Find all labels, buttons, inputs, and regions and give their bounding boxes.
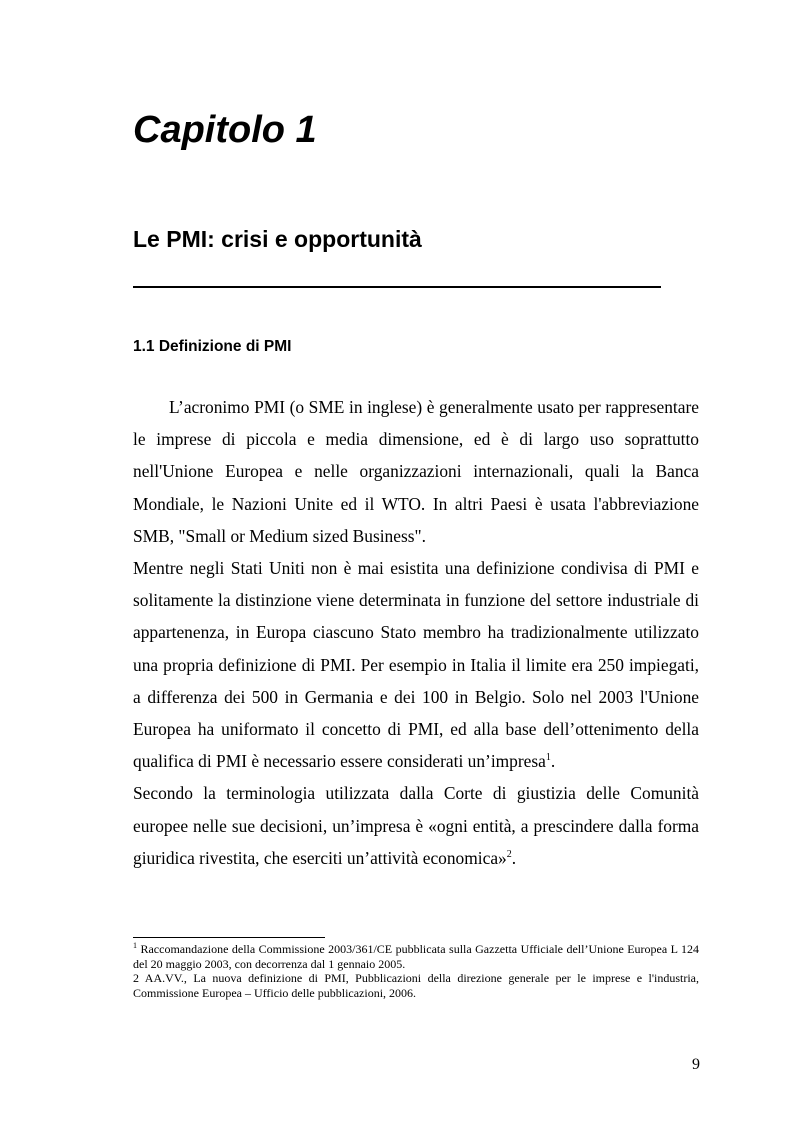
paragraph-2-end: .: [550, 751, 556, 772]
footnotes: [133, 942, 699, 1000]
section-title: Le PMI: crisi e opportunità: [133, 226, 422, 252]
paragraph-2: [133, 552, 699, 777]
chapter-title: Capitolo 1: [133, 109, 317, 151]
footnote-ref-1: 1: [545, 752, 551, 764]
footnote-ref-2: 2: [506, 848, 512, 860]
footnote-1-text: Raccomandazione della Commissione 2003/361/CE pubblicata sulla Gazzetta Ufficiale dell’Unione Europea L 124 del 20 maggio 2003, con decorrenza dal 1 gennaio 2005.: [133, 942, 700, 971]
footnote-1-marker: 1: [133, 941, 137, 950]
paragraph-2-text: Mentre negli Stati Uniti non è mai esistita una definizione condivisa di PMI e solitamente la distinzione viene determinata in funzione del settore industriale di appartenenza, in Europa ciascuno Stato membro ha tradizionalmente utilizzato una propria definizione di PMI. Per esempio in Italia il limite era 250 impiegati, a differenza dei 500 in Germania e dei 100 in Belgio. Solo nel 2003 l'Unione Europea ha uniformato il concetto di PMI, ed alla base dell’ottenimento della qualifica di PMI è necessario essere considerati un’impresa: [133, 558, 699, 772]
page-number: 9: [692, 1056, 700, 1073]
paragraph-3-text: Secondo la terminologia utilizzata dalla Corte di giustizia delle Comunità europee nelle sue decisioni, un’impresa è «ogni entità, a prescindere dalla forma giuridica rivestita, che eserciti un’attività economica»: [133, 783, 699, 868]
footnote-2: [133, 971, 699, 1000]
paragraph-3-end: .: [511, 847, 517, 868]
footnote-2-text: AA.VV., La nuova definizione di PMI, Pubblicazioni della direzione generale per le imprese e l'industria, Commissione Europea – Ufficio delle pubblicazioni, 2006.: [133, 971, 699, 1000]
paragraph-1: L’acronimo PMI (o SME in inglese) è generalmente usato per rappresentare le imprese di piccola e media dimensione, ed è di largo uso soprattutto nell'Unione Europea e nelle organizzazioni internazionali, quali la Banca Mondiale, le Nazioni Unite ed il WTO. In altri Paesi è usata l'abbreviazione SMB, "Small or Medium sized Business".: [133, 397, 699, 546]
subsection-title: 1.1 Definizione di PMI: [133, 338, 292, 355]
footnote-divider: [133, 937, 325, 938]
body-text: [133, 391, 699, 874]
footnote-1: [133, 942, 699, 971]
title-divider: [133, 286, 661, 288]
paragraph-3: [133, 777, 699, 874]
footnote-2-marker: 2: [133, 971, 139, 985]
